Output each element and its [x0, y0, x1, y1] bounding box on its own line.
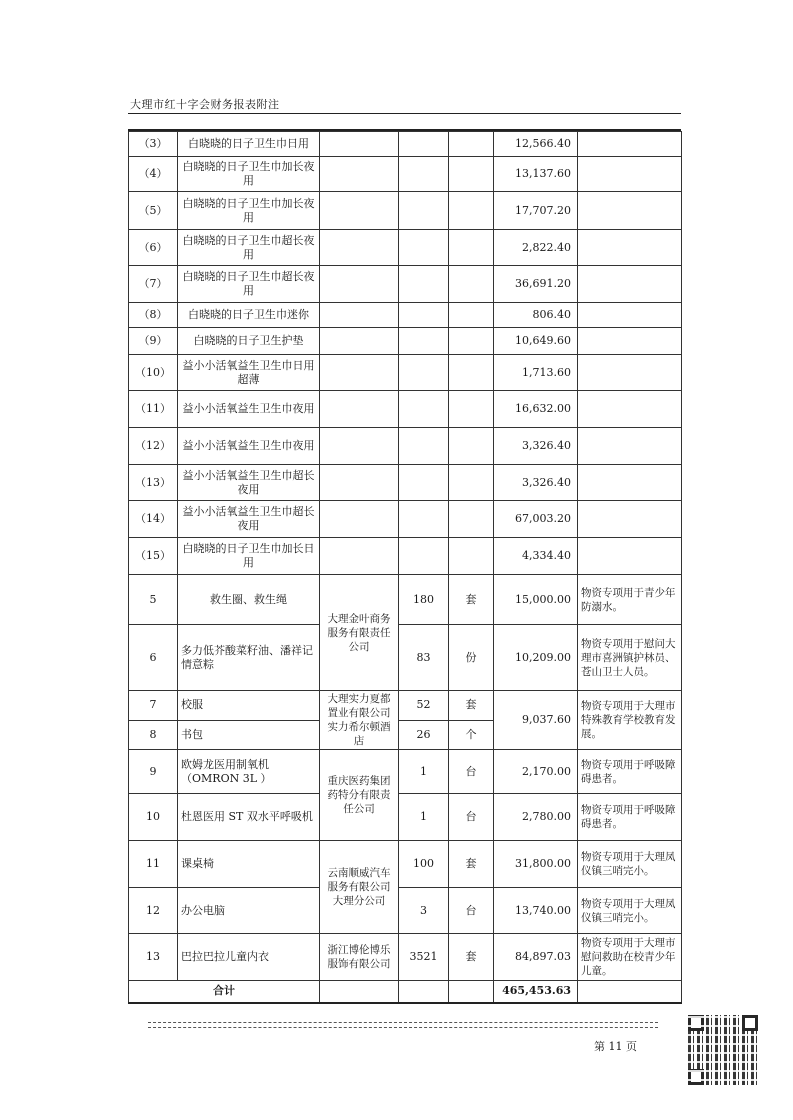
qty-cell	[399, 391, 449, 428]
item-number: 10	[129, 794, 178, 841]
unit-cell	[449, 266, 494, 303]
unit-cell	[449, 465, 494, 501]
item-name: 益小小活氧益生卫生巾日用超薄	[178, 355, 320, 391]
row-number: （3）	[129, 132, 178, 157]
unit-cell: 台	[449, 888, 494, 934]
note-cell: 物资专项用于大理市特殊教育学校教育发展。	[578, 691, 682, 750]
supplier-cell	[320, 981, 399, 1003]
amount-cell: 2,170.00	[494, 750, 578, 794]
supplier-cell	[320, 328, 399, 355]
item-name: 白晓晓的日子卫生巾日用	[178, 132, 320, 157]
qty-cell	[399, 538, 449, 575]
unit-cell: 台	[449, 750, 494, 794]
note-cell	[578, 465, 682, 501]
qty-cell	[399, 465, 449, 501]
table-row	[129, 538, 682, 575]
total-row	[129, 981, 682, 1003]
unit-cell: 套	[449, 691, 494, 721]
item-name: 欧姆龙医用制氧机（OMRON 3L ）	[178, 750, 320, 794]
qty-cell: 100	[399, 841, 449, 888]
item-number: 12	[129, 888, 178, 934]
table-row	[129, 841, 682, 888]
unit-cell	[449, 303, 494, 328]
unit-cell	[449, 355, 494, 391]
note-cell: 物资专项用于慰问大理市喜洲镇护林员、苍山卫士人员。	[578, 625, 682, 691]
table-row	[129, 266, 682, 303]
table-row	[129, 934, 682, 981]
qty-cell: 3521	[399, 934, 449, 981]
item-name: 益小小活氧益生卫生巾夜用	[178, 391, 320, 428]
unit-cell: 套	[449, 575, 494, 625]
qty-cell	[399, 428, 449, 465]
qty-cell: 3	[399, 888, 449, 934]
qty-cell	[399, 355, 449, 391]
table-row	[129, 355, 682, 391]
note-cell	[578, 981, 682, 1003]
amount-cell: 17,707.20	[494, 192, 578, 230]
supplier-cell	[320, 355, 399, 391]
note-cell	[578, 132, 682, 157]
table-row	[129, 750, 682, 794]
supplier-cell: 重庆医药集团药特分有限责任公司	[320, 750, 399, 841]
row-number: （15）	[129, 538, 178, 575]
amount-cell: 67,003.20	[494, 501, 578, 538]
unit-cell	[449, 981, 494, 1003]
supplier-cell	[320, 230, 399, 266]
qty-cell	[399, 501, 449, 538]
report-header-title: 大理市红十字会财务报表附注	[130, 98, 280, 111]
item-number: 7	[129, 691, 178, 721]
note-cell: 物资专项用于大理市慰问救助在校青少年儿童。	[578, 934, 682, 981]
row-number: （4）	[129, 157, 178, 192]
table-row	[129, 575, 682, 625]
supplier-cell: 浙江博伦博乐服饰有限公司	[320, 934, 399, 981]
amount-cell: 1,713.60	[494, 355, 578, 391]
qty-cell	[399, 230, 449, 266]
table-row	[129, 328, 682, 355]
qty-cell: 1	[399, 794, 449, 841]
unit-cell: 份	[449, 625, 494, 691]
table-row	[129, 794, 682, 841]
note-cell	[578, 391, 682, 428]
unit-cell: 台	[449, 794, 494, 841]
item-name: 多力低芥酸菜籽油、潘祥记情意粽	[178, 625, 320, 691]
row-number: （7）	[129, 266, 178, 303]
amount-cell: 13,740.00	[494, 888, 578, 934]
qty-cell	[399, 157, 449, 192]
qty-cell	[399, 266, 449, 303]
note-cell	[578, 303, 682, 328]
note-cell	[578, 355, 682, 391]
qty-cell	[399, 981, 449, 1003]
amount-cell: 84,897.03	[494, 934, 578, 981]
note-cell	[578, 428, 682, 465]
item-name: 校服	[178, 691, 320, 721]
item-name: 白晓晓的日子卫生巾加长夜用	[178, 192, 320, 230]
item-number: 5	[129, 575, 178, 625]
row-number: （6）	[129, 230, 178, 266]
item-name: 杜恩医用 ST 双水平呼吸机	[178, 794, 320, 841]
unit-cell	[449, 538, 494, 575]
unit-cell	[449, 192, 494, 230]
amount-cell: 10,649.60	[494, 328, 578, 355]
table-row	[129, 888, 682, 934]
unit-cell: 套	[449, 934, 494, 981]
amount-cell: 16,632.00	[494, 391, 578, 428]
table-row	[129, 691, 682, 721]
qty-cell: 26	[399, 720, 449, 750]
supplier-cell	[320, 465, 399, 501]
table-row	[129, 132, 682, 157]
qty-cell: 83	[399, 625, 449, 691]
item-name: 益小小活氧益生卫生巾超长夜用	[178, 465, 320, 501]
item-name: 白晓晓的日子卫生巾超长夜用	[178, 266, 320, 303]
item-name: 书包	[178, 720, 320, 750]
unit-cell	[449, 328, 494, 355]
qty-cell: 180	[399, 575, 449, 625]
note-cell	[578, 328, 682, 355]
qty-cell	[399, 303, 449, 328]
qty-cell	[399, 132, 449, 157]
note-cell	[578, 157, 682, 192]
supplier-cell: 云南顺威汽车服务有限公司大理分公司	[320, 841, 399, 934]
supplier-cell	[320, 428, 399, 465]
row-number: （8）	[129, 303, 178, 328]
item-name: 益小小活氧益生卫生巾超长夜用	[178, 501, 320, 538]
item-name: 益小小活氧益生卫生巾夜用	[178, 428, 320, 465]
amount-cell: 10,209.00	[494, 625, 578, 691]
supplier-cell: 大理金叶商务服务有限责任公司	[320, 575, 399, 691]
unit-cell: 套	[449, 841, 494, 888]
item-number: 11	[129, 841, 178, 888]
supplier-cell: 大理实力夏都置业有限公司实力希尔顿酒店	[320, 691, 399, 750]
item-name: 白晓晓的日子卫生护垫	[178, 328, 320, 355]
supplier-cell	[320, 391, 399, 428]
qty-cell: 1	[399, 750, 449, 794]
row-number: （12）	[129, 428, 178, 465]
table-row	[129, 303, 682, 328]
supplier-cell	[320, 266, 399, 303]
row-number: （13）	[129, 465, 178, 501]
item-name: 救生圈、救生绳	[178, 575, 320, 625]
supplier-cell	[320, 132, 399, 157]
item-name: 白晓晓的日子卫生巾加长夜用	[178, 157, 320, 192]
footer-rule	[148, 1022, 658, 1023]
unit-cell	[449, 428, 494, 465]
unit-cell	[449, 501, 494, 538]
qty-cell	[399, 328, 449, 355]
item-name: 巴拉巴拉儿童内衣	[178, 934, 320, 981]
supplier-cell	[320, 303, 399, 328]
amount-cell: 4,334.40	[494, 538, 578, 575]
amount-cell: 3,326.40	[494, 465, 578, 501]
table-row	[129, 192, 682, 230]
note-cell	[578, 192, 682, 230]
item-name: 白晓晓的日子卫生巾超长夜用	[178, 230, 320, 266]
amount-cell: 12,566.40	[494, 132, 578, 157]
row-number: （9）	[129, 328, 178, 355]
amount-cell: 15,000.00	[494, 575, 578, 625]
qty-cell	[399, 192, 449, 230]
item-number: 8	[129, 720, 178, 750]
row-number: （14）	[129, 501, 178, 538]
total-amount: 465,453.63	[494, 981, 578, 1003]
qty-cell: 52	[399, 691, 449, 721]
amount-cell: 36,691.20	[494, 266, 578, 303]
note-cell: 物资专项用于青少年防溺水。	[578, 575, 682, 625]
unit-cell	[449, 132, 494, 157]
note-cell: 物资专项用于大理凤仪镇三哨完小。	[578, 841, 682, 888]
item-number: 6	[129, 625, 178, 691]
unit-cell: 个	[449, 720, 494, 750]
page-number: 第 11 页	[594, 1040, 637, 1053]
note-cell	[578, 501, 682, 538]
amount-cell: 31,800.00	[494, 841, 578, 888]
item-number: 13	[129, 934, 178, 981]
footer-rule	[148, 1027, 658, 1028]
item-name: 白晓晓的日子卫生巾加长日用	[178, 538, 320, 575]
note-cell: 物资专项用于呼吸障碍患者。	[578, 794, 682, 841]
amount-cell: 2,780.00	[494, 794, 578, 841]
note-cell	[578, 538, 682, 575]
total-label: 合计	[129, 981, 320, 1003]
supplier-cell	[320, 538, 399, 575]
table-row	[129, 428, 682, 465]
note-cell	[578, 230, 682, 266]
amount-cell: 3,326.40	[494, 428, 578, 465]
amount-cell: 13,137.60	[494, 157, 578, 192]
amount-cell: 9,037.60	[494, 691, 578, 750]
unit-cell	[449, 157, 494, 192]
unit-cell	[449, 391, 494, 428]
supplier-cell	[320, 192, 399, 230]
qr-code-icon	[688, 1015, 758, 1085]
amount-cell: 2,822.40	[494, 230, 578, 266]
table-row	[129, 157, 682, 192]
supplier-cell	[320, 501, 399, 538]
note-cell: 物资专项用于大理凤仪镇三哨完小。	[578, 888, 682, 934]
header-rule	[128, 113, 681, 114]
table-row	[129, 230, 682, 266]
row-number: （10）	[129, 355, 178, 391]
item-name: 白晓晓的日子卫生巾迷你	[178, 303, 320, 328]
item-name: 办公电脑	[178, 888, 320, 934]
unit-cell	[449, 230, 494, 266]
note-cell: 物资专项用于呼吸障碍患者。	[578, 750, 682, 794]
supplier-cell	[320, 157, 399, 192]
item-number: 9	[129, 750, 178, 794]
table-row	[129, 501, 682, 538]
row-number: （5）	[129, 192, 178, 230]
table-row	[129, 391, 682, 428]
table-row	[129, 465, 682, 501]
item-name: 课桌椅	[178, 841, 320, 888]
donation-items-table	[128, 131, 682, 1004]
table-row	[129, 625, 682, 691]
note-cell	[578, 266, 682, 303]
amount-cell: 806.40	[494, 303, 578, 328]
row-number: （11）	[129, 391, 178, 428]
